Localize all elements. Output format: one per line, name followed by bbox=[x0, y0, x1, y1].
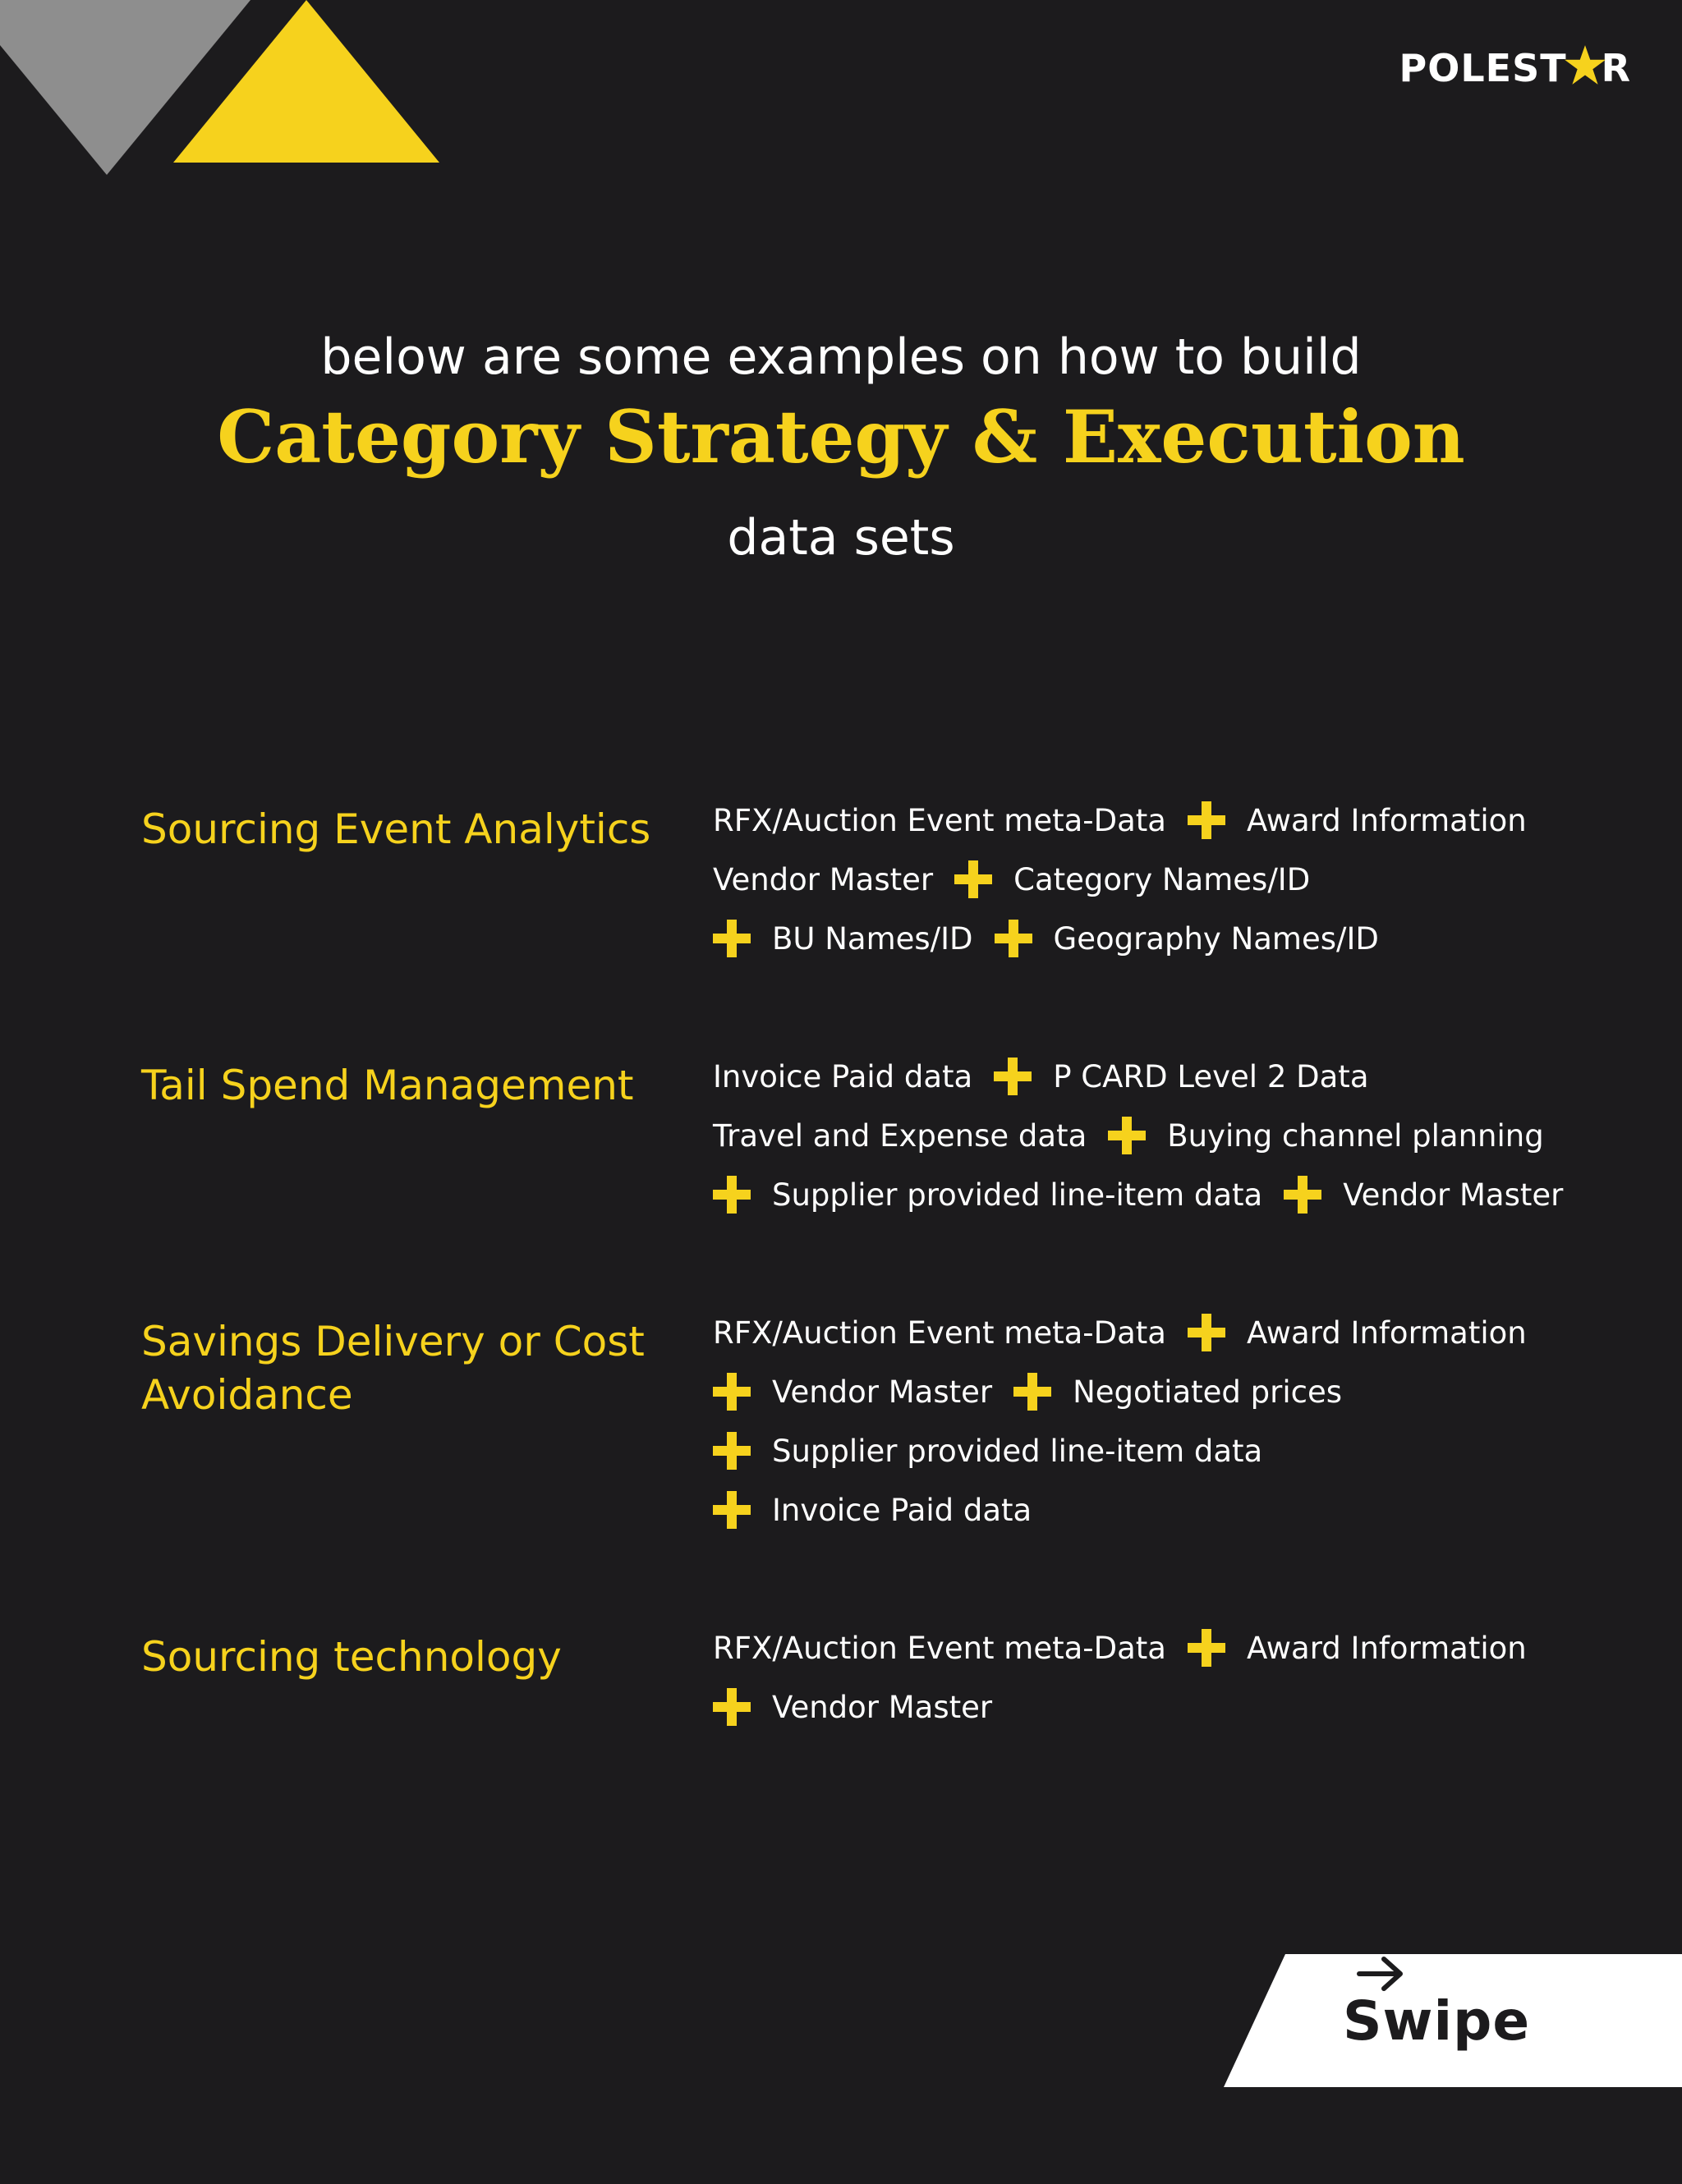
plus-icon bbox=[1188, 1629, 1225, 1667]
star-icon bbox=[1564, 44, 1606, 86]
section-3-line-4 bbox=[713, 1485, 1032, 1535]
plus-icon bbox=[1284, 1176, 1321, 1214]
section-3-line-3 bbox=[713, 1426, 1262, 1475]
data-item: Vendor Master bbox=[713, 861, 934, 897]
section-4-line-2 bbox=[713, 1682, 992, 1732]
section-1-line-1 bbox=[713, 796, 1527, 845]
plus-icon bbox=[713, 1432, 751, 1470]
data-item: Award Information bbox=[1246, 1630, 1527, 1666]
section-1-line-2 bbox=[713, 855, 1310, 904]
data-item: BU Names/ID bbox=[772, 920, 973, 957]
data-item: Negotiated prices bbox=[1073, 1374, 1343, 1410]
section-3-line-2 bbox=[713, 1367, 1342, 1416]
plus-icon bbox=[1108, 1117, 1146, 1154]
section-2-line-3 bbox=[713, 1170, 1563, 1219]
data-item: Invoice Paid data bbox=[713, 1058, 973, 1094]
data-item: Supplier provided line-item data bbox=[772, 1177, 1263, 1213]
data-item: Award Information bbox=[1246, 802, 1527, 838]
corner-decoration bbox=[0, 0, 460, 181]
section-label-savings-delivery: Savings Delivery or Cost Avoidance bbox=[141, 1318, 645, 1419]
page-title: Category Strategy & Execution bbox=[217, 394, 1465, 479]
data-item: Invoice Paid data bbox=[772, 1492, 1032, 1528]
data-item: Buying channel planning bbox=[1167, 1117, 1544, 1154]
section-3-line-1 bbox=[713, 1308, 1527, 1357]
swipe-label-wrap bbox=[1343, 1954, 1530, 2087]
data-item: RFX/Auction Event meta-Data bbox=[713, 1630, 1166, 1666]
data-item: Vendor Master bbox=[1343, 1177, 1564, 1213]
swipe-button[interactable] bbox=[1224, 1954, 1682, 2087]
section-1-line-3 bbox=[713, 914, 1379, 963]
plus-icon bbox=[713, 1176, 751, 1214]
intro-text: below are some examples on how to build bbox=[320, 328, 1362, 386]
data-item: P CARD Level 2 Data bbox=[1053, 1058, 1369, 1094]
section-2-line-1 bbox=[713, 1052, 1369, 1101]
data-item: Award Information bbox=[1246, 1315, 1527, 1351]
data-item: RFX/Auction Event meta-Data bbox=[713, 802, 1166, 838]
data-item: Vendor Master bbox=[772, 1689, 993, 1725]
section-label-tail-spend-management: Tail Spend Management bbox=[141, 1062, 634, 1109]
plus-icon bbox=[1188, 1314, 1225, 1351]
arrow-right-icon bbox=[1356, 1954, 1405, 1994]
swipe-label: Swipe bbox=[1343, 1989, 1531, 2053]
plus-icon bbox=[995, 920, 1032, 957]
polestar-logo bbox=[1399, 46, 1631, 90]
plus-icon bbox=[954, 860, 992, 898]
plus-icon bbox=[713, 920, 751, 957]
plus-icon bbox=[1188, 801, 1225, 839]
plus-icon bbox=[713, 1373, 751, 1411]
plus-icon bbox=[713, 1491, 751, 1529]
section-4-line-1 bbox=[713, 1623, 1527, 1672]
data-item: RFX/Auction Event meta-Data bbox=[713, 1315, 1166, 1351]
section-label-sourcing-technology: Sourcing technology bbox=[141, 1633, 562, 1681]
plus-icon bbox=[1013, 1373, 1051, 1411]
data-item: Supplier provided line-item data bbox=[772, 1433, 1263, 1469]
data-item: Travel and Expense data bbox=[713, 1117, 1087, 1154]
data-item: Category Names/ID bbox=[1013, 861, 1311, 897]
plus-icon bbox=[994, 1058, 1032, 1095]
data-item: Geography Names/ID bbox=[1053, 920, 1379, 957]
data-item: Vendor Master bbox=[772, 1374, 993, 1410]
plus-icon bbox=[713, 1688, 751, 1726]
logo-text-left: POLEST bbox=[1399, 46, 1567, 90]
section-label-sourcing-event-analytics: Sourcing Event Analytics bbox=[141, 805, 651, 853]
logo-text-right: R bbox=[1601, 46, 1631, 90]
page-subtitle: data sets bbox=[727, 509, 955, 567]
section-2-line-2 bbox=[713, 1111, 1544, 1160]
